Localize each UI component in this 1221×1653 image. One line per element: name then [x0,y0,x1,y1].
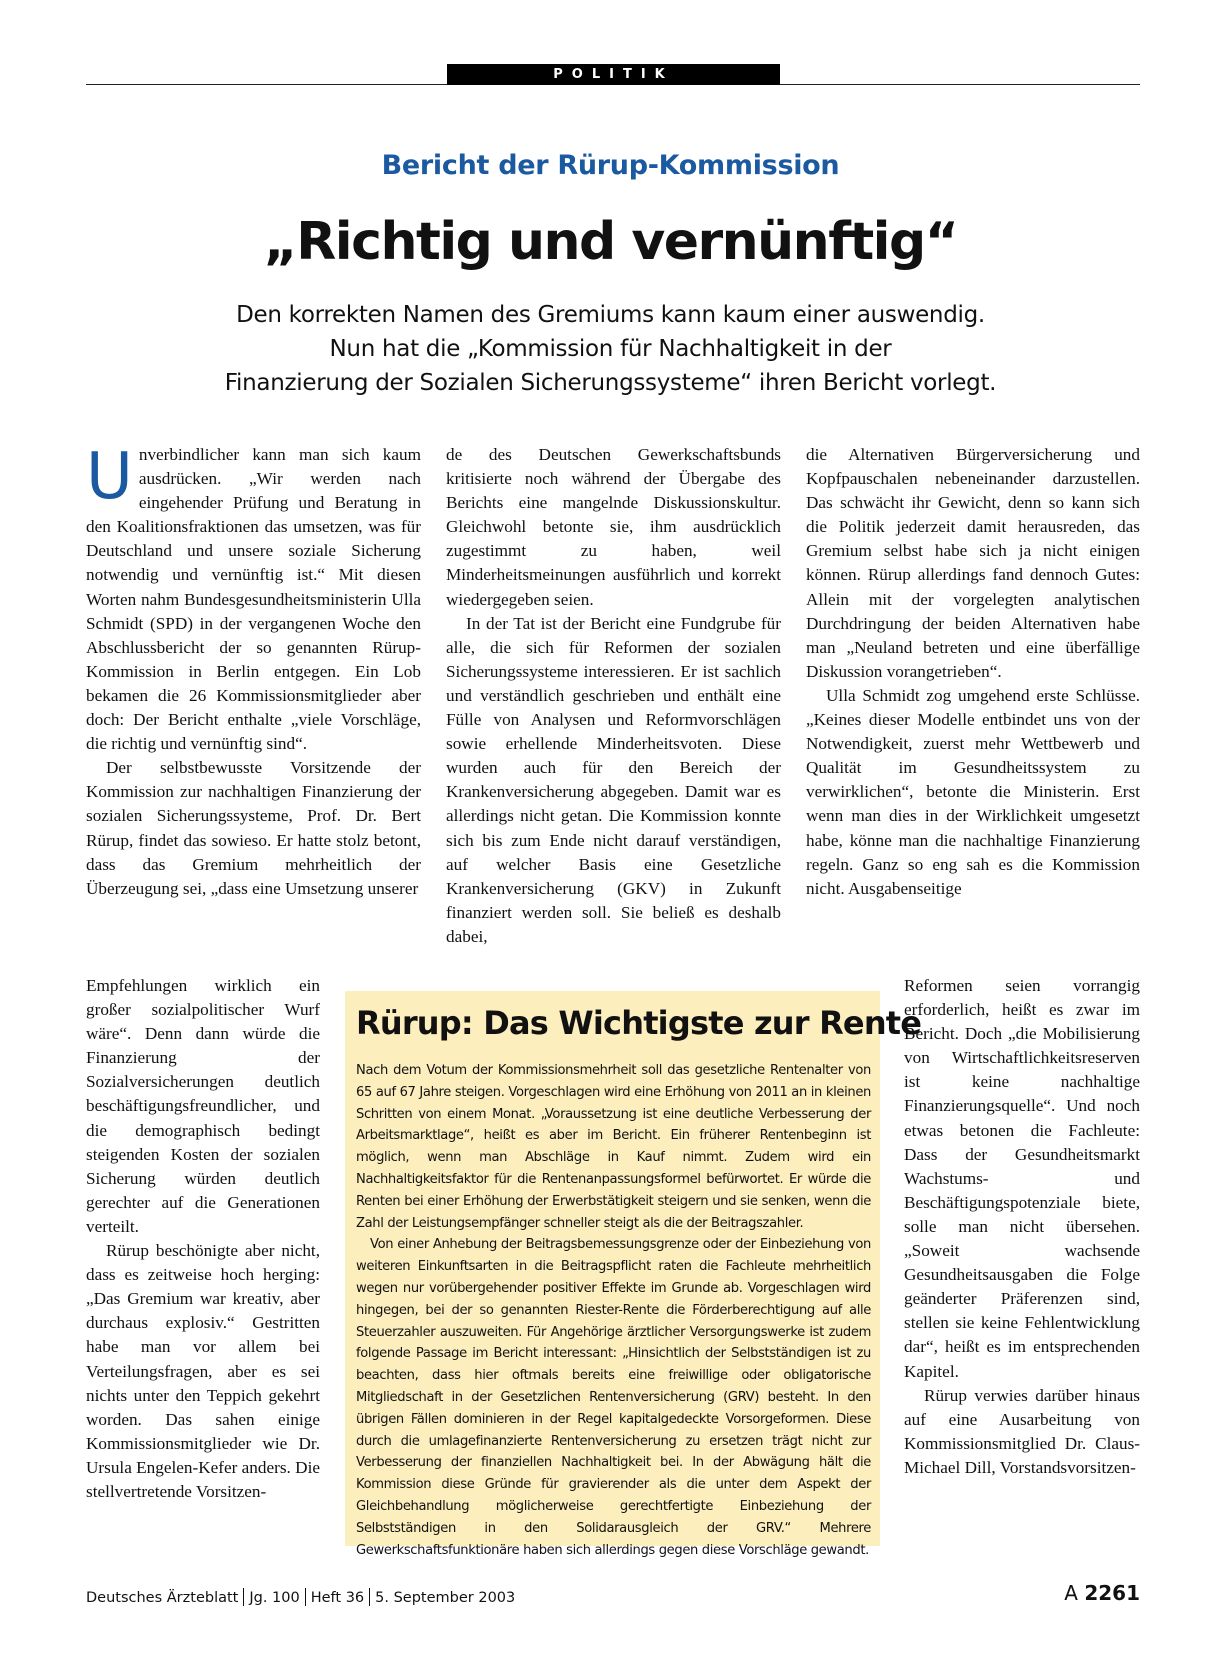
lead-line: Den korrekten Namen des Gremiums kann kaum einer auswendig. [236,302,985,328]
footer-divider [305,1588,306,1606]
journal-issue: Heft 36 [310,1590,365,1606]
info-box-paragraph: Nach dem Votum der Kommissionsmehrheit soll das gesetzliche Rentenalter von 65 auf 67 Jahre steigen. Vorgeschlagen wird eine Erhöhung von 2011 an in kleinen Schritten von einem Monat. „Voraussetzung ist eine deutliche Verbesserung der Arbeitsmarktlage“, heißt es aber im Bericht. Ein früherer Rentenbeginn ist möglich, wenn man Abschläge in Kauf nimmt. Zudem wird ein Nachhaltigkeitsfaktor für die Rentenanpassungsformel befürwortet. Er würde die Renten bei einer Erhöhung der Erwerbstätigkeit steigern und sie senken, wenn die Zahl der Leistungsempfänger schneller steigt als die der Beitragszahler. [356,1063,871,1231]
article-title: „Richtig und vernünftig“ [263,212,958,272]
lead-line: Nun hat die „Kommission für Nachhaltigkeit in der [329,336,892,362]
paragraph: Empfehlungen wirklich ein großer sozialpolitischer Wurf wäre“. Denn dann würde die Finanzierung der Sozialversicherungen deutlich beschäftigungsfreundlicher, und die demographisch bedingt steigenden Kosten der sozialen Sicherung würden deutlich gerechter auf die Generationen verteilt. [86,976,320,1236]
article-lead [160,298,1061,400]
paragraph: Rürup verwies darüber hinaus auf eine Ausarbeitung von Kommissionsmitglied Dr. Claus-Michael Dill, Vorstandsvorsitzen- [904,1385,1140,1477]
paragraph: Reformen seien vorrangig erforderlich, heißt es zwar im Bericht. Doch „die Mobilisierung von Wirtschaftlichkeitsreserven ist keine nachhaltige Finanzierungsquelle“. Und noch etwas betonen die Fachleute: Dass der Gesundheitsmarkt Wachstums- und Beschäftigungspotenziale biete, solle man nicht übersehen. „Soweit wachsende Gesundheitsausgaben die Folge geänderter Präferenzen sind, stellen sie keine Fehlentwicklung dar“, heißt es im entsprechenden Kapitel. [904,976,1140,1381]
info-box-title: Rürup: Das Wichtigste zur Rente [356,1004,922,1042]
journal-name: Deutsches Ärzteblatt [86,1590,239,1606]
info-box-body [356,1060,871,1561]
journal-volume: Jg. 100 [249,1590,300,1606]
column-1-top [86,440,421,901]
page-footer [86,1588,515,1606]
footer-divider [243,1588,244,1606]
column-2 [446,443,781,949]
drop-cap: U [86,440,133,514]
section-label: POLITIK [447,64,780,85]
info-box-paragraph: Von einer Anhebung der Beitragsbemessungsgrenze oder der Einbeziehung von weiteren Einkunftsarten in die Beitragspflicht raten die Fachleute mehrheitlich wegen nur vorübergehender positiver Effekte im Grunde ab. Vorgeschlagen wird hingegen, bei der so genannten Riester-Rente die Förderberechtigung auf alle Steuerzahler auszuweiten. Für Angehörige ärztlicher Versorgungswerke ist zudem folgende Passage im Bericht interessant: „Hinsichtlich der Selbstständigen ist zu beachten, dass hier oftmals bereits eine freiwillige oder obligatorische Mitgliedschaft in der Gesetzlichen Rentenversicherung (GRV) besteht. In den übrigen Fällen dominieren in der Regel kapitalgedeckte Vorsorgeformen. Diese durch die umlagefinanzierte Rentenversicherung zu ersetzen trägt nicht zur Verbesserung der finanziellen Nachhaltigkeit bei. In der Abwägung hält die Kommission diese Gründe für gravierender als die unter dem Aspekt der Gleichbehandlung möglicherweise gerechtfertigte Einbeziehung der Selbstständigen in den Solidarausgleich der GRV.“ Mehrere Gewerkschaftsfunktionäre haben sich allerdings gegen diese Vorschläge gewandt. [356,1237,871,1558]
page-number-value: 2261 [1084,1581,1140,1605]
page-prefix: A [1064,1581,1078,1605]
footer-divider [369,1588,370,1606]
paragraph: Rürup beschönigte aber nicht, dass es zeitweise hoch herging: „Das Gremium war kreativ, aber durchaus explosiv.“ Gestritten habe man vor allem bei Verteilungsfragen, aber es sei nichts unter den Teppich gekehrt worden. Das sahen einige Kommissionsmitglieder wie Dr. Ursula Engelen-Kefer anders. Die stellvertretende Vorsitzen- [86,1241,320,1501]
paragraph [86,440,421,756]
page-number [1064,1581,1140,1605]
paragraph: de des Deutschen Gewerkschaftsbunds kritisierte noch während der Übergabe des Berichts eine mangelnde Diskussionskultur. Gleichwohl betonte sie, ihm ausdrücklich zugestimmt zu haben, weil Minderheitsmeinungen ausführlich und korrekt wiedergegeben seien. [446,445,781,609]
paragraph: die Alternativen Bürgerversicherung und Kopfpauschalen nebeneinander darzustellen. Das schwächt ihr Gewicht, denn so kann sich die Politik jederzeit damit herausreden, das Gremium selbst habe sich ja nicht einigen können. Rürup allerdings fand dennoch Gutes: Allein mit der vorgelegten analytischen Durchdringung der beiden Alternativen habe man „Neuland betreten und eine überfällige Diskussion vorangetrieben“. [806,445,1140,681]
column-1-bottom [86,974,320,1504]
lead-line: Finanzierung der Sozialen Sicherungssysteme“ ihren Bericht vorlegt. [224,370,997,396]
paragraph: Der selbstbewusste Vorsitzende der Kommission zur nachhaltigen Finanzierung der sozialen Sicherungssysteme, Prof. Dr. Bert Rürup, findet das sowieso. Er hatte stolz betont, dass das Gremium mehrheitlich der Überzeugung sei, „dass eine Umsetzung unserer [86,758,421,898]
article-kicker: Bericht der Rürup-Kommission [381,150,840,181]
paragraph: Ulla Schmidt zog umgehend erste Schlüsse. „Keines dieser Modelle entbindet uns von der Notwendigkeit, zuerst mehr Wettbewerb und Qualität im Gesundheitssystem zu verwirklichen“, betonte die Ministerin. Erst wenn man dies in der Wirklichkeit umgesetzt habe, könne man die nachhaltige Finanzierung regeln. Ganz so eng sah es die Kommission nicht. Ausgabenseitige [806,685,1140,898]
paragraph: In der Tat ist der Bericht eine Fundgrube für alle, die sich für Reformen der sozialen Sicherungssysteme interessieren. Er ist sachlich und verständlich geschrieben und enthält eine Fülle von Analysen und Reformvorschlägen sowie erhellende Minderheitsvoten. Diese wurden auch für den Bereich der Krankenversicherung abgegeben. Damit war es allerdings nicht getan. Die Kommission konnte sich bis zum Ende nicht darauf verständigen, auf welcher Basis eine Gesetzliche Krankenversicherung (GKV) in Zukunft finanziert werden soll. Sie beließ es deshalb dabei, [446,613,781,946]
issue-date: 5. September 2003 [375,1590,516,1606]
column-3-top [806,443,1140,901]
paragraph-text: nverbindlicher kann man sich kaum ausdrücken. „Wir werden nach eingehender Prüfung und Beratung in den Koalitionsfraktionen das umsetzen, was für Deutschland und unsere soziale Sicherung notwendig und vernünftig ist.“ Mit diesen Worten nahm Bundesgesundheitsministerin Ulla Schmidt (SPD) in der vergangenen Woche den Abschlussbericht der so genannten Rürup-Kommission in Berlin entgegen. Ein Lob bekamen die 26 Kommissionsmitglieder aber doch: Der Bericht enthalte „viele Vorschläge, die richtig und vernünftig sind“. [86,445,421,754]
column-3-bottom [904,974,1140,1480]
